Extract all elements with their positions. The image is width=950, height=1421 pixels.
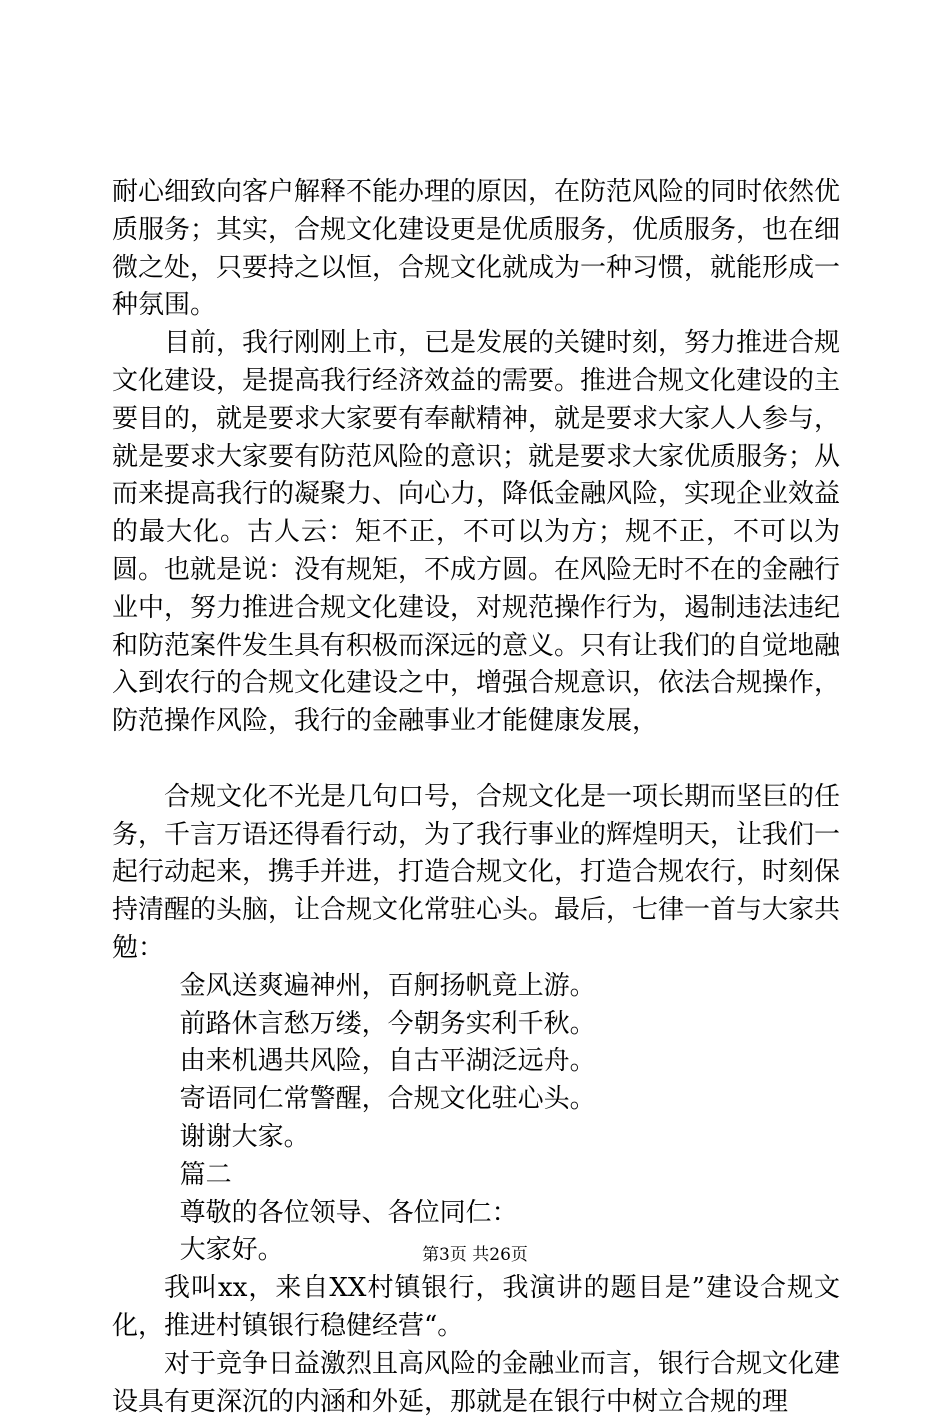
last-paragraph: 对于竞争日益激烈且高风险的金融业而言，银行合规文化建设具有更深沉的内涵和外延，那就是在银行中树立合规的理 bbox=[112, 1348, 841, 1417]
intro-paragraph: 我叫xx，来自XX村镇银行，我演讲的题目是”建设合规文化，推进村镇银行稳健经营“。 bbox=[112, 1273, 840, 1341]
paragraph-2: 目前，我行刚刚上市，已是发展的关键时刻，努力推进合规文化建设，是提高我行经济效益的需要。推进合规文化建设的主要目的，就是要求大家要有奉献精神，就是要求大家人人参与，就是要求大家要有防范风险的意识；就是要求大家优质服务；从而来提高我行的凝聚力、向心力，降低金融风险，实现企业效益的最大化。古人云：矩不正，不可以为方；规不正，不可以为圆。也就是说：没有规矩，不成方圆。在风险无时不在的金融行业中，努力推进合规文化建设，对规范操作行为，遏制违法违纪和防范案件发生具有积极而深远的意义。只有让我们的自觉地融入到农行的合规文化建设之中，增强合规意识，依法合规操作，防范操作风险，我行的金融事业才能健康发展， bbox=[112, 328, 841, 737]
poem-line-3: 由来机遇共风险，自古平湖泛远舟。 bbox=[179, 1046, 596, 1077]
poem-line-2: 前路休言愁万缕，今朝务实利千秋。 bbox=[179, 1008, 596, 1039]
poem-line-4: 寄语同仁常警醒，合规文化驻心头。 bbox=[179, 1084, 596, 1115]
document-body bbox=[112, 174, 840, 1421]
greeting-line: 大家好。 bbox=[179, 1235, 284, 1266]
section-heading: 篇二 bbox=[179, 1159, 232, 1190]
thanks-line: 谢谢大家。 bbox=[179, 1121, 310, 1152]
paragraph-3: 合规文化不光是几句口号，合规文化是一项长期而坚巨的任务，千言万语还得看行动，为了我行事业的辉煌明天，让我们一起行动起来，携手并进，打造合规文化，打造合规农行，时刻保持清醒的头脑，让合规文化常驻心头。最后，七律一首与大家共勉： bbox=[112, 781, 841, 963]
salutation-line: 尊敬的各位领导、各位同仁： bbox=[179, 1197, 518, 1228]
paragraph-1: 耐心细致向客户解释不能办理的原因，在防范风险的同时依然优质服务；其实，合规文化建设更是优质服务，优质服务，也在细微之处，只要持之以恒，合规文化就成为一种习惯，就能形成一种氛围。 bbox=[112, 177, 841, 321]
poem-line-1: 金风送爽遍神州，百舸扬帆竟上游。 bbox=[179, 970, 596, 1001]
paragraph-gap bbox=[112, 741, 840, 779]
page-footer: 第3页 共26页 bbox=[422, 1245, 528, 1265]
